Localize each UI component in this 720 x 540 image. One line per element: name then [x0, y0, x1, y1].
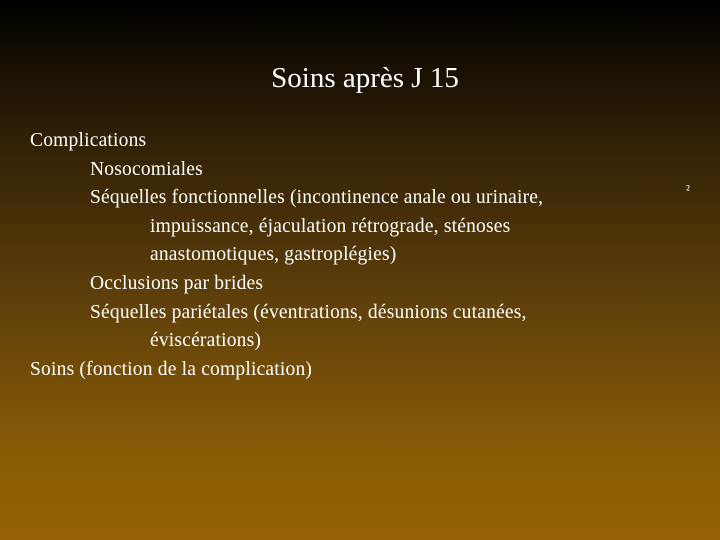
bullet-sequelles-parietales-cont: éviscérations)	[150, 330, 262, 352]
bullet-nosocomiales: Nosocomiales	[90, 158, 203, 180]
page-number: ²	[686, 182, 690, 197]
bullet-soins: Soins (fonction de la complication)	[30, 358, 313, 380]
bullet-sequelles-fonctionnelles-cont-1: impuissance, éjaculation rétrograde, sténoses	[150, 215, 511, 237]
slide-title: Soins après J 15	[271, 62, 459, 94]
bullet-sequelles-fonctionnelles: Séquelles fonctionnelles (incontinence anale ou urinaire,	[90, 187, 544, 209]
bullet-sequelles-parietales: Séquelles pariétales (éventrations, désunions cutanées,	[90, 301, 527, 323]
slide-body	[30, 127, 543, 384]
bullet-complications: Complications	[30, 130, 147, 151]
bullet-sequelles-fonctionnelles-cont-2: anastomotiques, gastroplégies)	[150, 244, 397, 266]
bullet-occlusions: Occlusions par brides	[90, 272, 264, 294]
